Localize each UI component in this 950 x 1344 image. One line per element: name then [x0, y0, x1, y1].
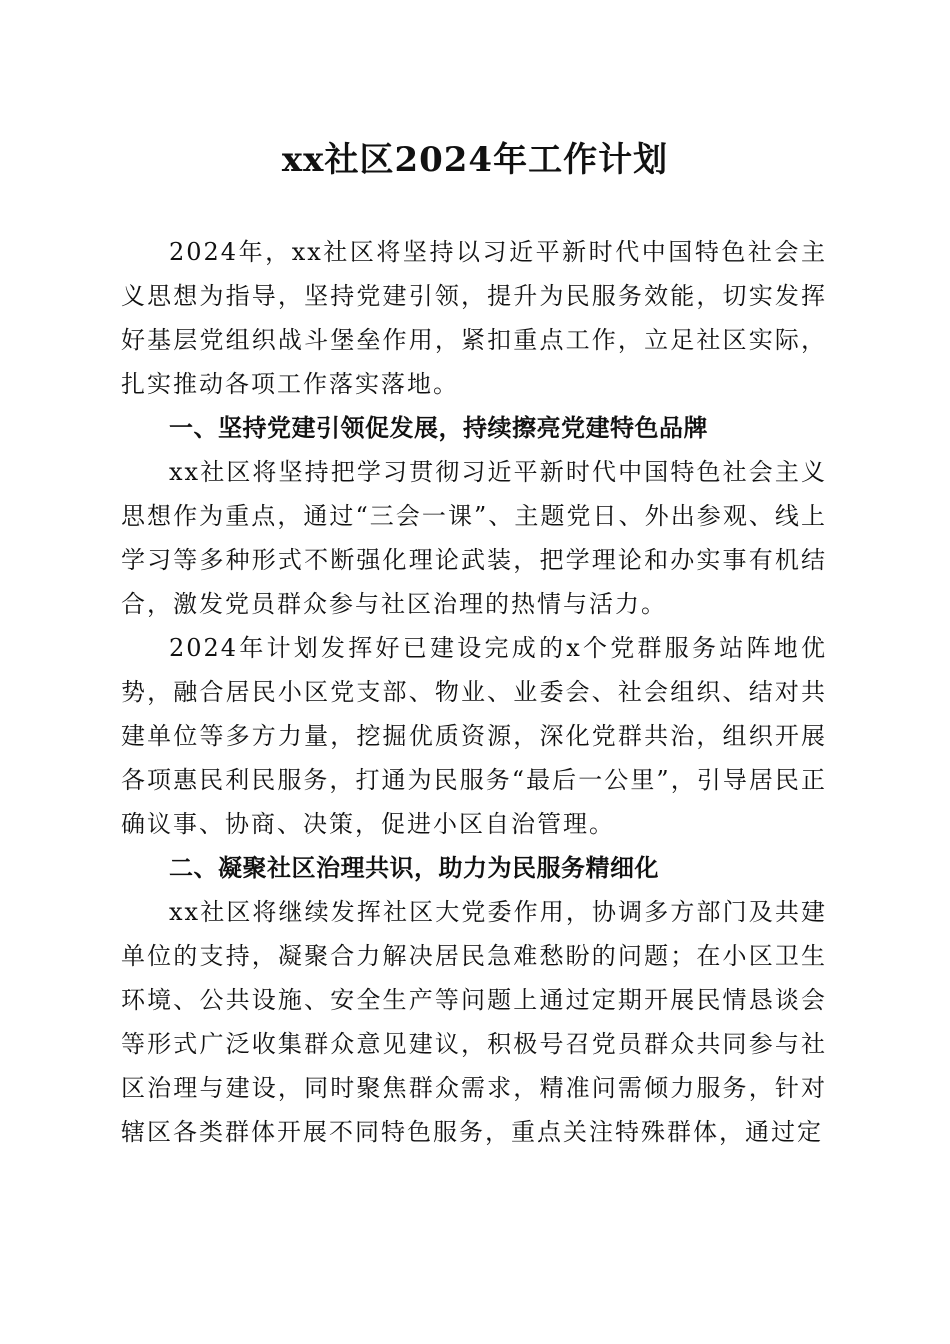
- section-2-paragraph-1: xx社区将继续发挥社区大党委作用，协调多方部门及共建单位的支持，凝聚合力解决居民急难愁盼的问题；在小区卫生环境、公共设施、安全生产等问题上通过定期开展民情恳谈会等形式广泛收集群众意见建议，积极号召党员群众共同参与社区治理与建设，同时聚焦群众需求，精准问需倾力服务，针对辖区各类群体开展不同特色服务，重点关注特殊群体，通过定: [121, 898, 827, 1146]
- document-body: [121, 230, 827, 1154]
- intro-paragraph: 2024年，xx社区将坚持以习近平新时代中国特色社会主义思想为指导，坚持党建引领，提升为民服务效能，切实发挥好基层党组织战斗堡垒作用，紧扣重点工作，立足社区实际，扎实推动各项工作落实落地。: [121, 238, 827, 398]
- section-1-paragraph-2: 2024年计划发挥好已建设完成的x个党群服务站阵地优势，融合居民小区党支部、物业、业委会、社会组织、结对共建单位等多方力量，挖掘优质资源，深化党群共治，组织开展各项惠民利民服务，打通为民服务“最后一公里”，引导居民正确议事、协商、决策，促进小区自治管理。: [121, 634, 827, 838]
- section-1-heading: 一、坚持党建引领促发展，持续擦亮党建特色品牌: [169, 414, 708, 442]
- document-title: xx社区2024年工作计划: [281, 140, 669, 180]
- section-1-paragraph-1: xx社区将坚持把学习贯彻习近平新时代中国特色社会主义思想作为重点，通过“三会一课”、主题党日、外出参观、线上学习等多种形式不断强化理论武装，把学理论和办实事有机结合，激发党员群众参与社区治理的热情与活力。: [121, 458, 827, 618]
- section-2-heading: 二、凝聚社区治理共识，助力为民服务精细化: [169, 854, 659, 882]
